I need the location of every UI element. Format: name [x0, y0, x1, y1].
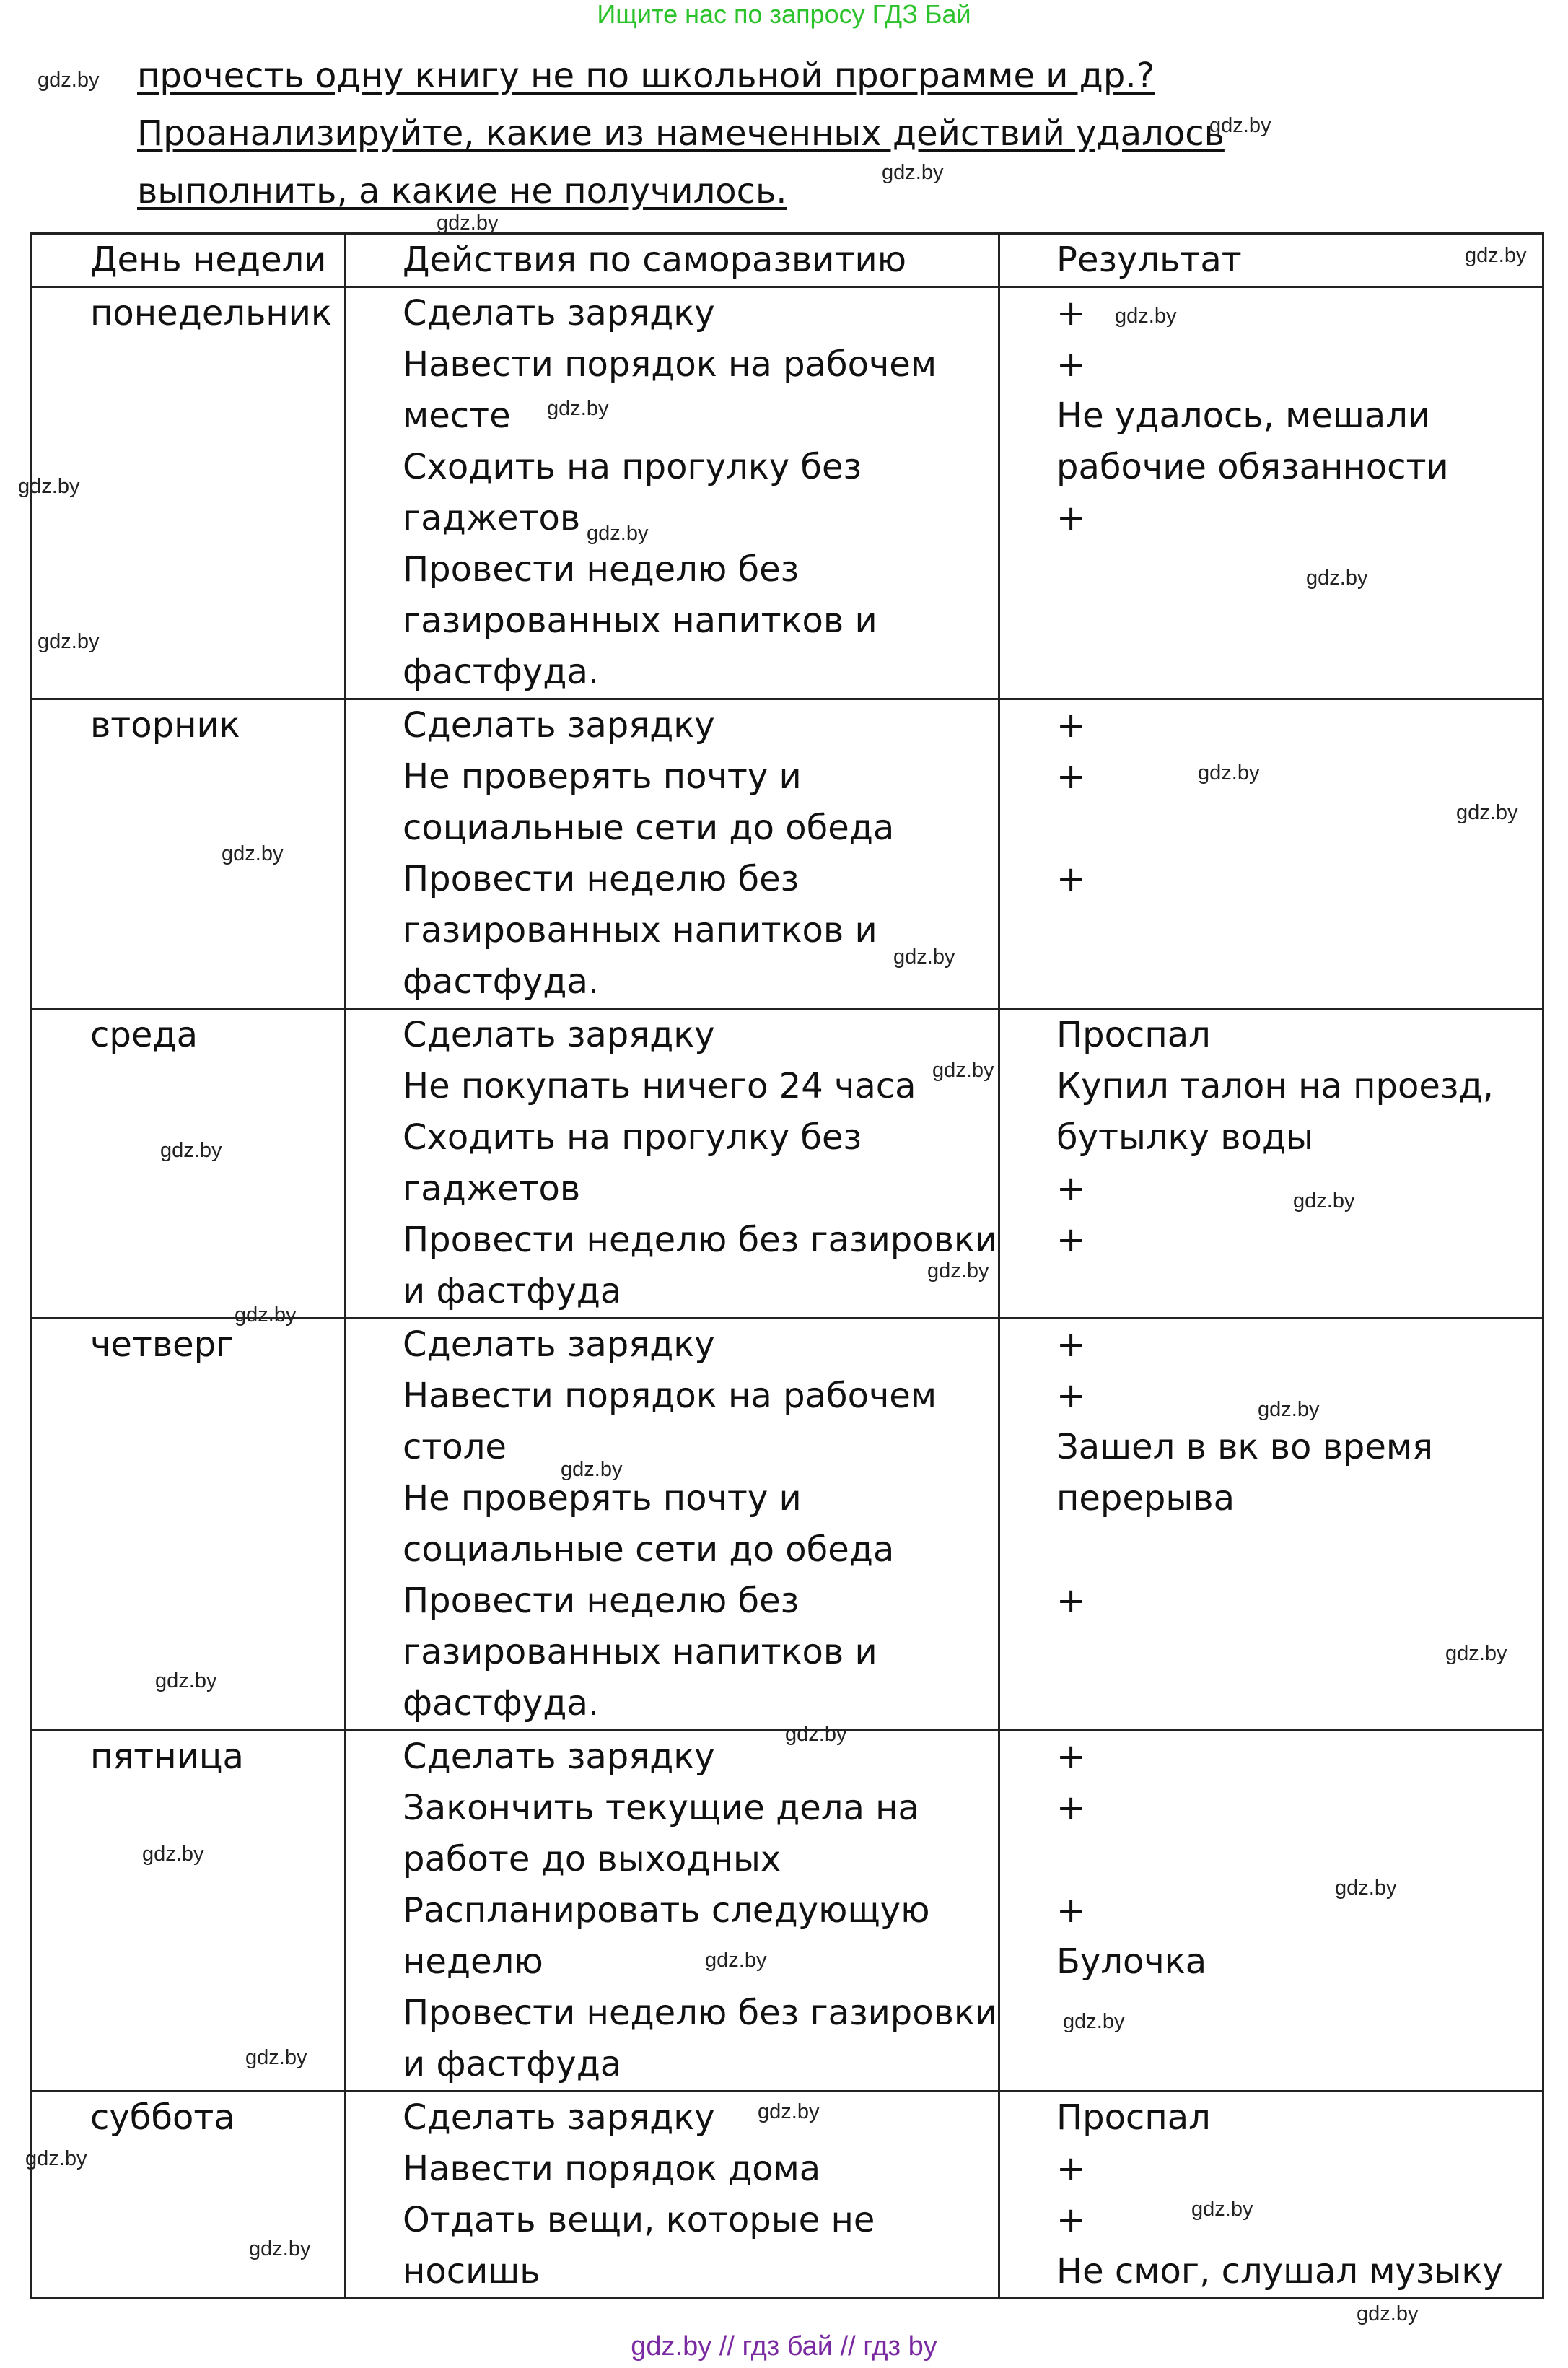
watermark-text: gdz.by — [1191, 2198, 1253, 2221]
table-header-row — [32, 234, 1543, 287]
watermark-text: gdz.by — [561, 1458, 623, 1481]
top-banner: Ищите нас по запросу ГДЗ Бай — [597, 0, 971, 29]
watermark-text: gdz.by — [1293, 1189, 1355, 1213]
result-line — [1000, 1678, 1542, 1729]
action-line: Сделать зарядку — [403, 1324, 715, 1365]
watermark-text: gdz.by — [1456, 801, 1518, 824]
result-line: + — [1056, 1376, 1086, 1416]
action-line: Провести неделю без — [403, 859, 800, 899]
watermark-text: gdz.by — [142, 1843, 204, 1866]
results-cell — [999, 287, 1543, 699]
watermark-text: gdz.by — [245, 2046, 307, 2069]
action-line: газированных напитков и — [403, 910, 877, 951]
watermark-text: gdz.by — [38, 630, 100, 653]
action-line: столе — [403, 1427, 507, 1467]
action-line: Сходить на прогулку без — [403, 447, 862, 487]
action-line: Провести неделю без — [403, 549, 800, 590]
action-line: носишь — [403, 2251, 540, 2291]
watermark-text: gdz.by — [1335, 1877, 1397, 1900]
day-label: понедельник — [90, 293, 332, 333]
result-line: перерыва — [1056, 1478, 1235, 1519]
intro-text — [137, 47, 1225, 220]
watermark-text: gdz.by — [1063, 2010, 1125, 2033]
intro-line: Проанализируйте, какие из намеченных действий удалось — [137, 113, 1225, 154]
header-result: Результат — [999, 234, 1543, 287]
watermark-text: gdz.by — [1445, 1642, 1507, 1665]
day-label: суббота — [90, 2097, 235, 2138]
result-line: Проспал — [1056, 1015, 1211, 1055]
action-line: фастфуда. — [403, 961, 600, 1002]
actions-cell — [346, 1731, 999, 2092]
watermark-text: gdz.by — [1357, 2302, 1419, 2325]
header-actions: Действия по саморазвитию — [346, 234, 999, 287]
watermark-text: gdz.by — [893, 945, 955, 969]
action-line: гаджетов — [403, 498, 581, 538]
watermark-text: gdz.by — [1209, 114, 1271, 137]
action-line: газированных напитков и — [403, 600, 877, 641]
action-line: Закончить текущие дела на — [403, 1788, 919, 1828]
action-line: Навести порядок на рабочем — [403, 344, 937, 385]
watermark-text: gdz.by — [38, 69, 100, 92]
action-line: работе до выходных — [403, 1839, 781, 1879]
self-development-table — [30, 232, 1544, 2299]
actions-cell — [346, 2092, 999, 2299]
result-line: бутылку воды — [1056, 1117, 1313, 1158]
action-line: Провести неделю без — [403, 1581, 800, 1621]
intro-line: прочесть одну книгу не по школьной программе и др.? — [137, 56, 1155, 96]
action-line: Навести порядок дома — [403, 2149, 821, 2189]
result-line: Проспал — [1056, 2097, 1211, 2138]
result-line: + — [1056, 498, 1086, 538]
action-line: месте — [403, 396, 511, 436]
watermark-text: gdz.by — [249, 2237, 311, 2260]
results-cell — [999, 2092, 1543, 2299]
watermark-text: gdz.by — [155, 1669, 217, 1692]
result-line: + — [1056, 859, 1086, 899]
watermark-text: gdz.by — [587, 522, 649, 545]
result-line — [1000, 1834, 1542, 1885]
result-line: + — [1056, 2200, 1086, 2240]
result-line: + — [1056, 1788, 1086, 1828]
day-label: среда — [90, 1015, 198, 1055]
watermark-text: gdz.by — [1258, 1398, 1320, 1421]
action-line: гаджетов — [403, 1168, 581, 1209]
action-line: Сделать зарядку — [403, 1015, 715, 1055]
day-label: пятница — [90, 1736, 244, 1777]
watermark-text: gdz.by — [882, 161, 944, 184]
result-line — [1000, 1524, 1542, 1576]
intro-line: выполнить, а какие не получилось. — [137, 171, 787, 211]
action-line: социальные сети до обеда — [403, 1529, 895, 1570]
watermark-text: gdz.by — [547, 397, 609, 420]
day-cell — [32, 1009, 346, 1319]
watermark-text: gdz.by — [758, 2100, 820, 2123]
action-line: Не покупать ничего 24 часа — [403, 1066, 916, 1106]
header-day: День недели — [32, 234, 346, 287]
result-line: + — [1056, 344, 1086, 385]
action-line: и фастфуда — [403, 2044, 622, 2084]
day-label: четверг — [90, 1324, 235, 1365]
result-line: + — [1056, 756, 1086, 797]
actions-cell — [346, 287, 999, 699]
action-line: Отдать вещи, которые не — [403, 2200, 875, 2240]
action-line: Сходить на прогулку без — [403, 1117, 862, 1158]
results-cell — [999, 1319, 1543, 1731]
action-line: неделю — [403, 1941, 543, 1982]
watermark-text: gdz.by — [437, 211, 499, 235]
result-line: Не смог, слушал музыку — [1056, 2251, 1503, 2291]
watermark-text: gdz.by — [932, 1059, 994, 1082]
action-line: газированных напитков и — [403, 1632, 877, 1672]
result-line: + — [1056, 705, 1086, 746]
table-row — [32, 1009, 1543, 1319]
action-line: Навести порядок на рабочем — [403, 1376, 937, 1416]
watermark-text: gdz.by — [160, 1139, 222, 1162]
result-line: Купил талон на проезд, — [1056, 1066, 1494, 1106]
result-line — [1000, 2039, 1542, 2090]
result-line: рабочие обязанности — [1056, 447, 1449, 487]
watermark-text: gdz.by — [785, 1723, 847, 1746]
results-cell — [999, 1009, 1543, 1319]
result-line: + — [1056, 1581, 1086, 1621]
action-line: Не проверять почту и — [403, 756, 802, 797]
day-cell — [32, 1731, 346, 2092]
day-label: вторник — [90, 705, 240, 746]
action-line: Сделать зарядку — [403, 1736, 715, 1777]
watermark-text: gdz.by — [927, 1259, 989, 1283]
result-line: Булочка — [1056, 1941, 1207, 1982]
action-line: и фастфуда — [403, 1271, 622, 1311]
action-line: Не проверять почту и — [403, 1478, 802, 1519]
watermark-text: gdz.by — [1115, 305, 1177, 328]
day-cell — [32, 2092, 346, 2299]
action-line: Распланировать следующую — [403, 1890, 930, 1931]
action-line: социальные сети до обеда — [403, 808, 895, 848]
action-line: Сделать зарядку — [403, 2097, 715, 2138]
watermark-text: gdz.by — [705, 1949, 767, 1972]
result-line — [1000, 595, 1542, 647]
action-line: Провести неделю без газировки — [403, 1993, 998, 2033]
result-line: + — [1056, 1168, 1086, 1209]
table-row — [32, 1731, 1543, 2092]
actions-cell — [346, 1319, 999, 1731]
day-cell — [32, 1319, 346, 1731]
watermark-text: gdz.by — [222, 842, 284, 865]
result-line: + — [1056, 1890, 1086, 1931]
result-line: Зашел в вк во время — [1056, 1427, 1433, 1467]
result-line: Не удалось, мешали — [1056, 396, 1431, 436]
action-line: Провести неделю без газировки — [403, 1220, 998, 1260]
actions-cell — [346, 1009, 999, 1319]
watermark-text: gdz.by — [1465, 244, 1527, 267]
result-line: + — [1056, 1324, 1086, 1365]
table-row — [32, 287, 1543, 699]
result-line — [1000, 956, 1542, 1008]
table-row — [32, 1319, 1543, 1731]
results-cell — [999, 1731, 1543, 2092]
watermark-text: gdz.by — [1306, 567, 1368, 590]
result-line: + — [1056, 293, 1086, 333]
results-cell — [999, 699, 1543, 1009]
result-line — [1000, 647, 1542, 698]
result-line — [1000, 905, 1542, 956]
result-line: + — [1056, 1736, 1086, 1777]
result-line: + — [1056, 2149, 1086, 2189]
footer: gdz.by // гдз бай // гдз by — [631, 2331, 937, 2362]
result-line — [1000, 544, 1542, 595]
watermark-text: gdz.by — [1198, 761, 1260, 785]
result-line — [1000, 1266, 1542, 1317]
action-line: фастфуда. — [403, 1683, 600, 1723]
action-line: фастфуда. — [403, 652, 600, 692]
result-line: + — [1056, 1220, 1086, 1260]
action-line: Сделать зарядку — [403, 293, 715, 333]
watermark-text: gdz.by — [25, 2147, 87, 2170]
watermark-text: gdz.by — [18, 475, 80, 498]
watermark-text: gdz.by — [235, 1303, 297, 1327]
action-line: Сделать зарядку — [403, 705, 715, 746]
day-cell — [32, 699, 346, 1009]
